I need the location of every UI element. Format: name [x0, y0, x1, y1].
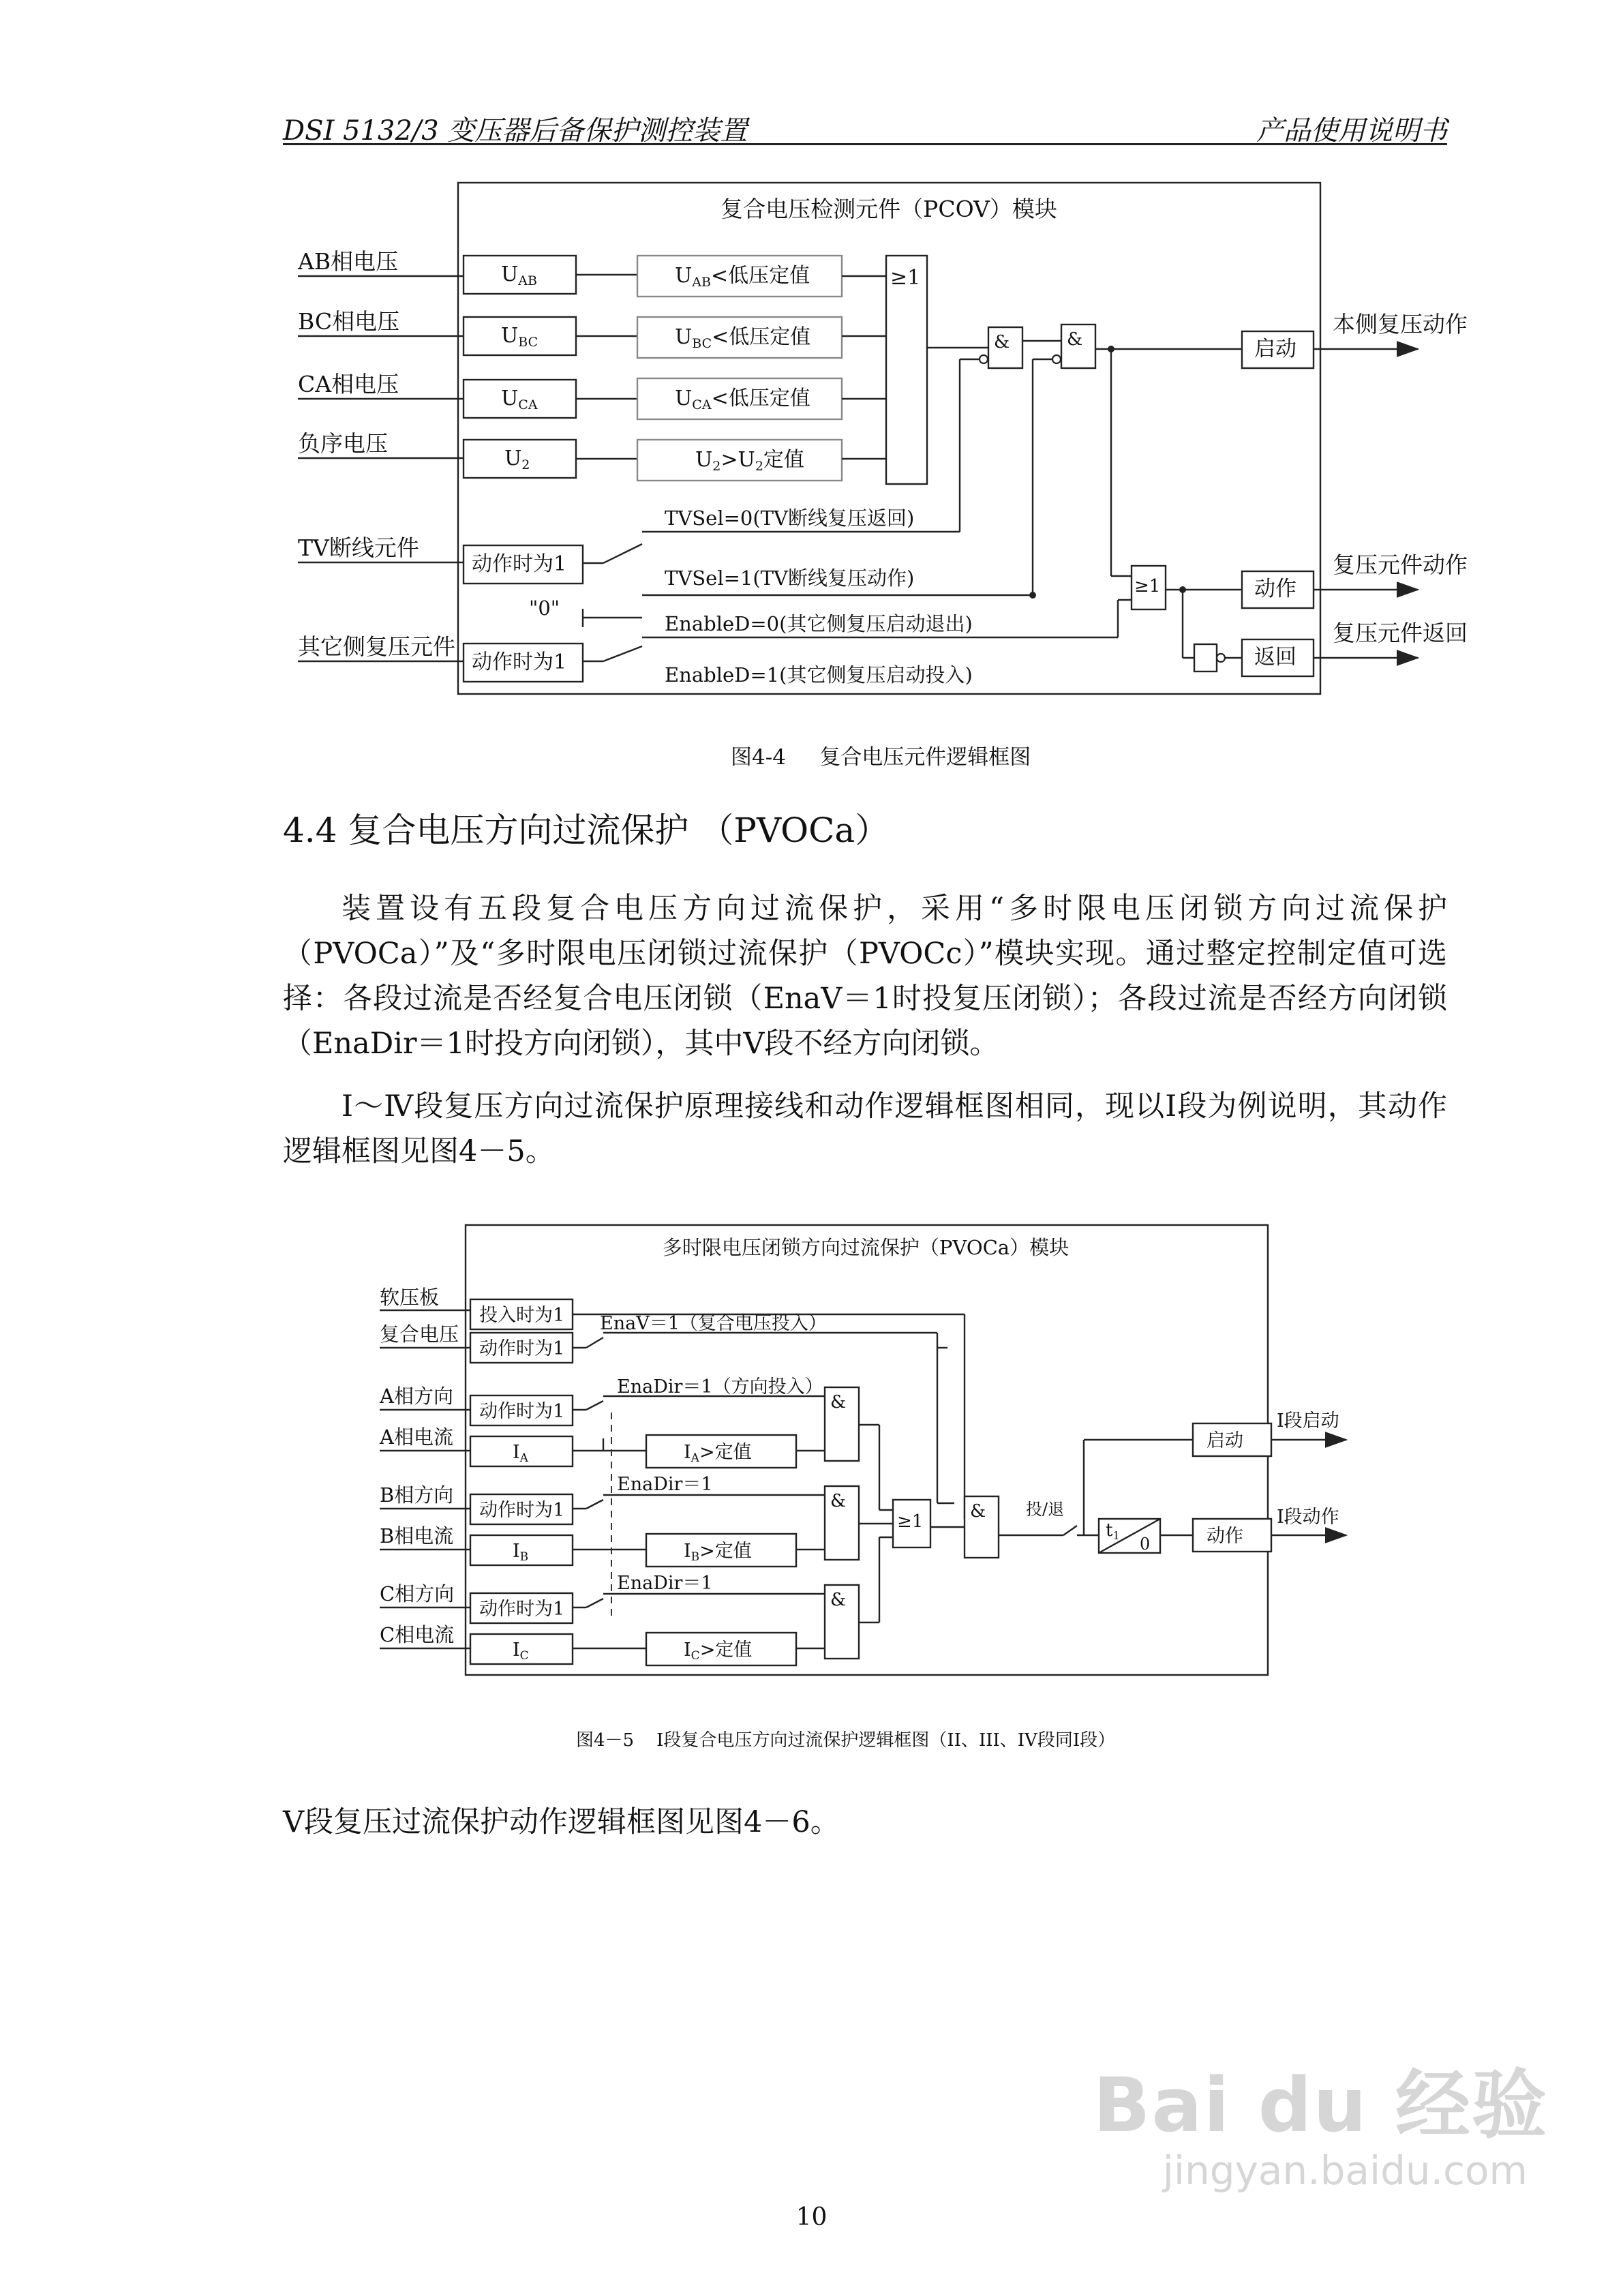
svg-text:投入时为1: 投入时为1	[479, 1305, 565, 1326]
input-ca-voltage: CA相电压	[298, 371, 399, 397]
out-start-label: 本侧复压动作	[1333, 311, 1468, 337]
watermark-url: jingyan.baidu.com	[1162, 2147, 1528, 2194]
svg-text:启动: 启动	[1207, 1430, 1243, 1451]
figure-4-5-diagram	[0, 1213, 1623, 1704]
svg-text:C相方向: C相方向	[380, 1582, 455, 1605]
svg-text:复合电压: 复合电压	[380, 1323, 459, 1346]
svg-text:IC: IC	[513, 1640, 529, 1663]
out-act-label: 复压元件动作	[1333, 552, 1468, 578]
header-doc-type: 产品使用说明书	[1256, 115, 1447, 147]
svg-text:返回: 返回	[1254, 645, 1296, 669]
svg-text:B相方向: B相方向	[380, 1483, 454, 1507]
svg-text:EnaDir＝1（方向投入）: EnaDir＝1（方向投入）	[617, 1376, 823, 1398]
meas-ubc-label: $U_{BC}$	[501, 324, 539, 350]
zero-constant: "0"	[529, 596, 560, 620]
pvoca-module-title: 多时限电压闭锁方向过流保护（PVOCa）模块	[662, 1236, 1070, 1259]
paragraph-1: 装置设有五段复合电压方向过流保护，采用“多时限电压闭锁方向过流保护（PVOCa）”及“多时限电压闭锁过流保护（PVOCc）”模块实现。通过整定控制定值可选择：各段过流是否经复合电压闭锁（EnaV＝1时投复压闭锁）；各段过流是否经方向闭锁（EnaDir＝1时投方向闭锁），其中Ⅴ段不经方向闭锁。	[283, 892, 1447, 1061]
input-other-side: 其它侧复压元件	[298, 633, 455, 660]
figure-4-4-diagram	[0, 0, 1623, 764]
svg-text:IB: IB	[513, 1541, 529, 1564]
svg-text:软压板: 软压板	[380, 1286, 440, 1309]
switch-tvsel1: TVSel=1(TV断线复压动作)	[665, 567, 915, 590]
figure-4-4-caption: 图4-4 复合电压元件逻辑框图	[731, 745, 1031, 770]
svg-text:动作: 动作	[1254, 577, 1296, 601]
svg-text:IA: IA	[513, 1442, 528, 1465]
section-heading: 4.4 复合电压方向过流保护 （PVOCa）	[283, 811, 890, 850]
svg-text:启动: 启动	[1254, 337, 1296, 361]
svg-text:动作时为1: 动作时为1	[479, 1338, 565, 1359]
svg-text:EnaDir＝1: EnaDir＝1	[617, 1573, 713, 1594]
input-ab-voltage: AB相电压	[298, 248, 399, 275]
svg-text:IB>定值: IB>定值	[684, 1541, 752, 1564]
paragraph-3: Ⅴ段复压过流保护动作逻辑框图见图4－6。	[283, 1805, 840, 1839]
switch-tvsel0: TVSel=0(TV断线复压返回)	[665, 507, 915, 530]
cmp-uca-label: $U_{CA}<$低压定值	[675, 387, 810, 412]
svg-text:&: &	[830, 1491, 847, 1511]
svg-text:动作时为1: 动作时为1	[479, 1401, 565, 1422]
paragraph-2: Ⅰ～Ⅳ段复压方向过流保护原理接线和动作逻辑框图相同，现以Ⅰ段为例说明，其动作逻辑框图见图4－5。	[283, 1089, 1447, 1168]
svg-text:≥1: ≥1	[897, 1511, 924, 1532]
input-tv-break: TV断线元件	[298, 534, 419, 561]
pcov-module-title: 复合电压检测元件（PCOV）模块	[721, 196, 1057, 222]
svg-text:t1: t1	[1106, 1520, 1120, 1542]
svg-text:&: &	[830, 1590, 847, 1610]
input-neg-seq-voltage: 负序电压	[298, 430, 388, 457]
svg-text:动作时为1: 动作时为1	[472, 650, 567, 674]
svg-text:动作时为1: 动作时为1	[472, 552, 567, 576]
cmp-u2-label: $U_2>U_2$定值	[695, 448, 804, 474]
figure-4-5-caption: 图4－5 I段复合电压方向过流保护逻辑框图（II、III、IV段同I段）	[576, 1730, 1116, 1751]
svg-text:A相方向: A相方向	[380, 1385, 453, 1408]
svg-text:≥1: ≥1	[890, 266, 921, 290]
svg-text:IA>定值: IA>定值	[684, 1442, 752, 1465]
page-number: 10	[795, 2203, 828, 2231]
svg-text:B相电流: B相电流	[380, 1524, 454, 1547]
svg-text:动作时为1: 动作时为1	[479, 1500, 565, 1521]
svg-text:&: &	[830, 1392, 847, 1413]
svg-text:IC>定值: IC>定值	[684, 1640, 753, 1663]
header-doc-title: DSI 5132/3 变压器后备保护测控装置	[283, 115, 748, 147]
cmp-ubc-label: $U_{BC}<$低压定值	[675, 325, 811, 351]
switch-enabled0: EnableD=0(其它侧复压启动退出)	[665, 612, 973, 635]
svg-text:动作时为1: 动作时为1	[479, 1599, 565, 1620]
svg-text:投/退: 投/退	[1026, 1500, 1065, 1519]
svg-text:&: &	[970, 1501, 986, 1522]
svg-text:C相电流: C相电流	[380, 1623, 455, 1646]
input-bc-voltage: BC相电压	[298, 308, 400, 335]
svg-text:EnaV＝1（复合电压投入）: EnaV＝1（复合电压投入）	[600, 1313, 827, 1334]
svg-text:&: &	[994, 332, 1010, 352]
meas-uab-label: $U_{AB}$	[501, 262, 537, 288]
cmp-uab-label: $U_{AB}<$低压定值	[675, 264, 810, 290]
svg-text:I段启动: I段启动	[1277, 1410, 1339, 1432]
svg-text:动作: 动作	[1207, 1526, 1243, 1547]
svg-text:&: &	[1067, 329, 1083, 350]
meas-u2-label: $U_2$	[504, 447, 530, 472]
pcov-not-gate	[1194, 644, 1217, 671]
svg-text:EnaDir＝1: EnaDir＝1	[617, 1474, 713, 1495]
pcov-or-gate	[886, 256, 927, 484]
svg-text:A相电流: A相电流	[380, 1425, 453, 1449]
svg-text:0: 0	[1140, 1535, 1151, 1554]
switch-enabled1: EnableD=1(其它侧复压启动投入)	[665, 663, 973, 686]
out-return-label: 复压元件返回	[1333, 620, 1468, 646]
meas-uca-label: $U_{CA}$	[501, 387, 538, 412]
svg-text:≥1: ≥1	[1134, 576, 1161, 596]
svg-text:I段动作: I段动作	[1277, 1507, 1339, 1528]
watermark-logo: Bai du 经验	[1093, 2061, 1548, 2149]
